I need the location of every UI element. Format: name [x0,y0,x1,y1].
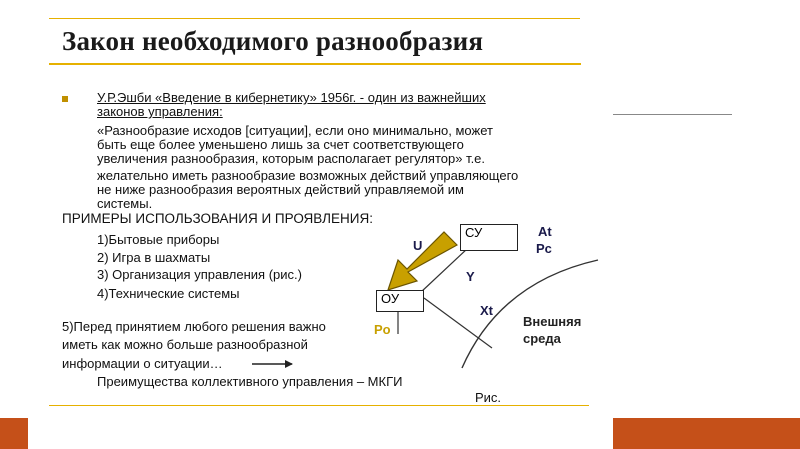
figure-caption: Рис. [475,390,502,405]
slide-title: Закон необходимого разнообразия [62,26,484,56]
bottom-rule [49,405,589,406]
u-label: U [413,238,423,253]
example-2: 2) Игра в шахматы [97,250,211,265]
po-label: Po [374,322,391,337]
ou-label: ОУ [381,291,400,306]
point5-line-1: 5)Перед принятием любого решения важно [62,319,326,334]
quote-line-1: «Разнообразие исходов [ситуации], если оно минимально, может [97,123,493,138]
xt-label: Xt [480,303,493,318]
ou-box [376,290,424,312]
desire-line-2: не ниже разнообразия вероятных действий управляемой им [97,182,464,197]
at-label: At [538,224,552,239]
quote-line-2: быть еще более уменьшено лишь за счет соответствующего [97,137,464,152]
pc-label: Pc [536,241,552,256]
point5-line-3: информации о ситуации… [62,356,223,371]
examples-heading: ПРИМЕРЫ ИСПОЛЬЗОВАНИЯ И ПРОЯВЛЕНИЯ: [62,211,373,226]
su-label: СУ [465,225,483,240]
desire-line-3: системы. [97,196,153,211]
example-3: 3) Организация управления (рис.) [97,267,302,282]
bullet-line-2: законов управления: [97,104,223,119]
quote-line-3: увеличения разнообразия, которым располагает регулятор» т.е. [97,151,486,166]
footer-bar-right [613,418,800,449]
bullet-line-1: У.Р.Эшби «Введение в кибернетику» 1956г. - один из важнейших [97,90,486,105]
control-arrow-u [388,232,457,290]
env-label-1: Внешняя [523,314,582,329]
footer-bar-left [0,418,28,449]
desire-line-1: желательно иметь разнообразие возможных действий управляющего [97,168,519,183]
point5-line-2: иметь как можно больше разнообразной [62,337,308,352]
example-1: 1)Бытовые приборы [97,232,220,247]
su-box [460,224,518,251]
advantages-line: Преимущества коллективного управления – МКГИ [97,374,403,389]
example-4: 4)Технические системы [97,286,240,301]
y-label: Y [466,269,475,284]
env-label-2: среда [523,331,561,346]
